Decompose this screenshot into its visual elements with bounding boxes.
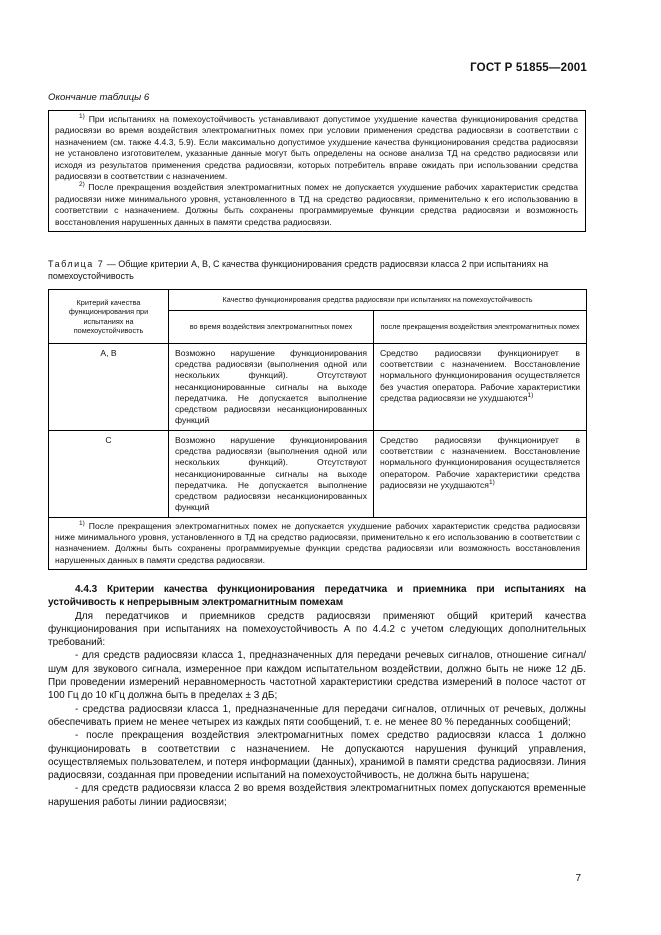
standard-number: ГОСТ Р 51855—2001 [470, 62, 587, 74]
table7-title: — Общие критерии A, B, C качества функционирования средств радиосвязи класса 2 при испытаниях на помехоустойчивость [48, 259, 549, 281]
during-cell: Возможно нарушение функционирования средства радиосвязи (выполнения одной или нескольких функций). Отсутствуют несанкционированные сигналы на выходе передатчика. Не допускается выполнение средством радиосвязи несанкционированных функций [169, 431, 374, 518]
footnote-2 [55, 182, 578, 228]
paragraph: Для передатчиков и приемников средств радиосвязи применяют общий критерий качества функционирования при испытаниях на помехоустойчивость А по 4.4.2 с учетом следующих дополнительных требований: [48, 610, 586, 649]
after-text: Средство радиосвязи функционирует в соответствии с назначением. Восстановление нормального функционирования осуществляется без участия оператора. Рабочие характеристики средства радиосвязи не ухудшаются [380, 348, 580, 403]
table6-footnotes-box [48, 110, 586, 232]
table7-label: Таблица 7 [48, 259, 105, 269]
section-4-4-3 [48, 583, 586, 809]
paragraph: - для средств радиосвязи класса 2 во время воздействия электромагнитных помех допускаются временные нарушения работы линии радиосвязи; [48, 783, 586, 808]
footnote-text: После прекращения воздействия электромагнитных помех не допускается ухудшение рабочих характеристик средства радиосвязи ниже минимального уровня, установленного в ТД на средство радиосвязи, применительно к его использованию в соответствии с назначением. Должны быть сохранены программируемые функции средства радиосвязи и возможность восстановления нарушенных данных в памяти средства радиосвязи. [55, 182, 579, 227]
footnote-text: После прекращения электромагнитных помех не допускается ухудшение рабочих характеристик средства радиосвязи ниже минимального уровня, установленного в ТД на средство радиосвязи, применительно к его использованию в соответствии с назначением. Должны быть сохранены программируемые функции средства радиосвязи или возможность восстановления нарушенных данных в памяти средства радиосвязи. [55, 521, 580, 565]
footnote-mark: 1) [79, 520, 85, 528]
paragraph: - для средств радиосвязи класса 1, предназначенных для передачи речевых сигналов, отношение сигнал/шум для звукового сигнала, измеренное при каждом испытательном воздействии, должно быть не ниже 12 дБ. При проведении измерений неравномерность частотной характеристики средства измерений в полосе частот от 100 Гц до 10 кГц должна быть в пределах ± 3 дБ; [48, 650, 586, 702]
table7-caption [48, 258, 588, 282]
after-cell [374, 344, 587, 431]
table-row [49, 431, 587, 518]
footnote-text: При испытаниях на помехоустойчивость устанавливают допустимое ухудшение качества функционирования средства радиосвязи во время воздействия электромагнитных помех при условии применения средства радиосвязи в соответствии с назначением (см. также 4.4.3, 5.9). Если максимально допустимое ухудшение качества функционирования средства радиосвязи не установлено изготовителем, указанные данные могут быть определены на основе анализа ТД на средство радиосвязи или исходя из результатов применения средства радиосвязи, которых потребитель вправе ожидать при использовании средства радиосвязи в соответствии с назначением. [55, 114, 578, 182]
header-after: после прекращения воздействия электромагнитных помех [374, 311, 587, 344]
table-row [49, 344, 587, 431]
after-text: Средство радиосвязи функционирует в соответствии с назначением. Восстановление нормального функционирования осуществляется оператором. Рабочие характеристики средства радиосвязи не ухудшаются [380, 435, 580, 490]
criterion-cell: С [49, 431, 169, 518]
footnote-1 [55, 114, 578, 182]
footnote-mark: 1) [79, 113, 85, 121]
criterion-cell: А, В [49, 344, 169, 431]
footnote-mark: 1) [488, 478, 495, 486]
after-cell [374, 431, 587, 518]
header-criterion: Критерий качества функционирования при испытаниях на помехоустойчивость [49, 290, 169, 344]
page-number: 7 [575, 873, 581, 884]
table7-footnote [49, 518, 587, 570]
table7 [48, 289, 587, 570]
during-cell: Возможно нарушение функционирования средства радиосвязи (выполнения одной или нескольких функций). Отсутствуют несанкционированные сигналы на выходе передатчика. Не допускается выполнение средством радиосвязи несанкционированных функций [169, 344, 374, 431]
table-continuation-caption: Окончание таблицы 6 [48, 92, 150, 103]
header-quality: Качество функционирования средства радиосвязи при испытаниях на помехоустойчивость [169, 290, 587, 311]
paragraph: - средства радиосвязи класса 1, предназначенные для передачи сигналов, отличных от речевых, должны обеспечивать прием не менее четырех из каждых пяти сообщений, т. е. не менее 80 % переданных сообщений; [48, 703, 586, 728]
paragraph: - после прекращения воздействия электромагнитных помех средство радиосвязи класса 1 должно функционировать в соответствии с назначением. Не допускаются нарушения функций управления, осуществляемых пользователем, и потеря информации (данных), хранимой в памяти средства радиосвязи. Линия радиосвязи, созданная при проведении испытаний на помехоустойчивость, не должна быть нарушена; [48, 730, 586, 782]
footnote-mark: 1) [527, 391, 534, 399]
header-during: во время воздействия электромагнитных помех [169, 311, 374, 344]
footnote-mark: 2) [79, 181, 85, 189]
section-heading: 4.4.3 Критерии качества функционирования передатчика и приемника при испытаниях на устойчивость к непрерывным электромагнитным помехам [48, 584, 586, 609]
